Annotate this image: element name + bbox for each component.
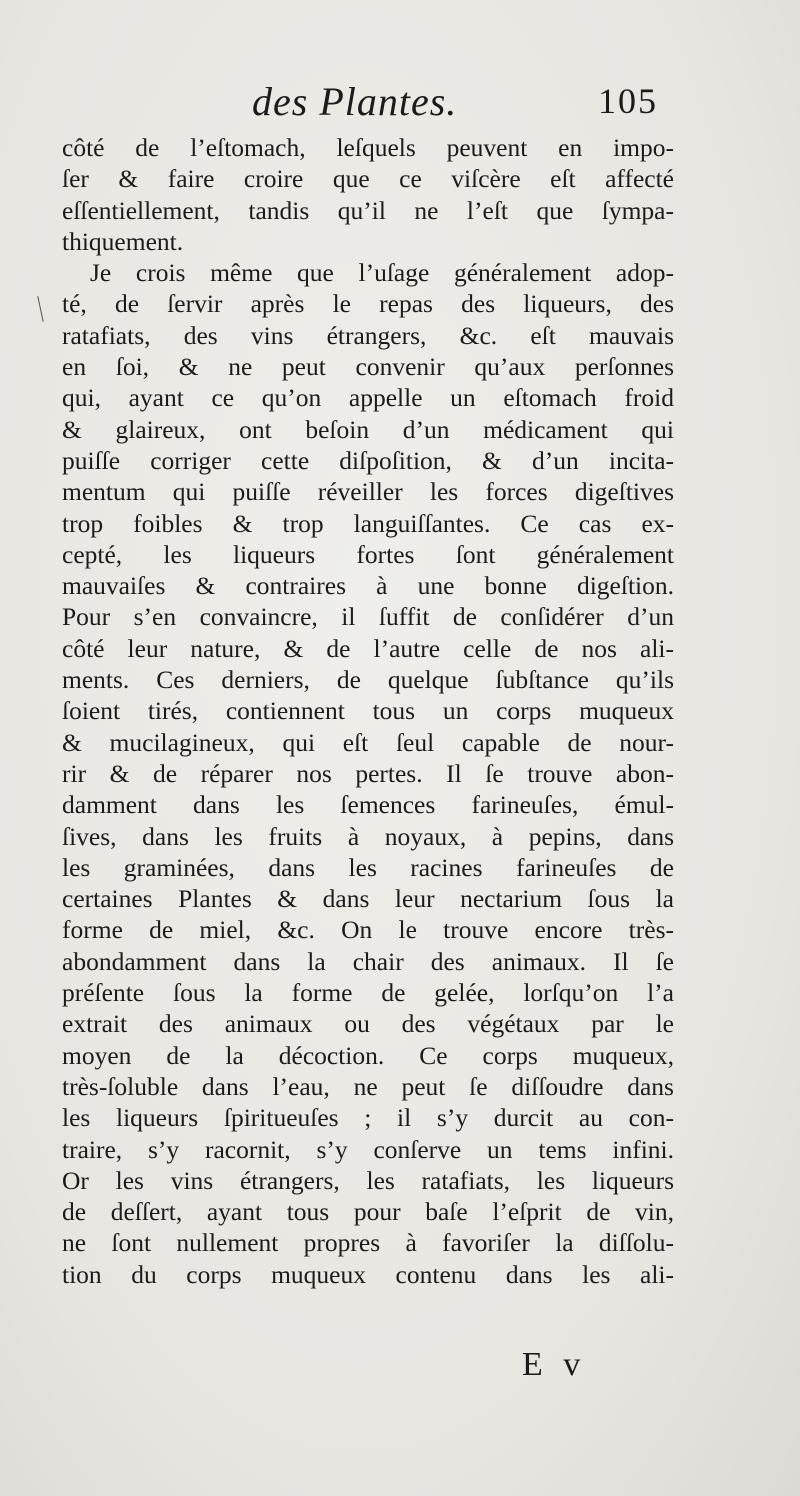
text-line: mauvaiſes & contraires à une bonne digeſtion. bbox=[62, 571, 674, 601]
text-line: ſer & faire croire que ce viſcère eſt affecté bbox=[62, 164, 674, 194]
text-line: cepté, les liqueurs fortes ſont généralement bbox=[62, 539, 674, 569]
text-line: traire, s’y racornit, s’y conſerve un tems infini. bbox=[62, 1134, 674, 1164]
text-line: ments. Ces derniers, de quelque ſubſtance qu’ils bbox=[62, 665, 674, 695]
margin-mark bbox=[37, 296, 43, 322]
text-line: Pour s’en convaincre, il ſuffit de conſidérer d’un bbox=[62, 602, 674, 632]
text-line: & mucilagineux, qui eſt ſeul capable de nour- bbox=[62, 727, 674, 757]
text-line: très-ſoluble dans l’eau, ne peut ſe diſſoudre dans bbox=[62, 1071, 674, 1101]
text-line: extrait des animaux ou des végétaux par le bbox=[62, 1009, 674, 1039]
text-line: Or les vins étrangers, les ratafiats, les liqueurs bbox=[62, 1165, 674, 1195]
text-line: ne ſont nullement propres à favoriſer la diſſolu- bbox=[62, 1228, 674, 1258]
text-line: abondamment dans la chair des animaux. Il ſe bbox=[62, 946, 674, 976]
text-line: les graminées, dans les racines farineuſes de bbox=[62, 852, 674, 882]
text-line: ratafiats, des vins étrangers, &c. eſt mauvais bbox=[62, 320, 674, 350]
text-line: moyen de la décoction. Ce corps muqueux, bbox=[62, 1040, 674, 1070]
text-line: té, de ſervir après le repas des liqueurs, des bbox=[62, 289, 674, 319]
text-line: eſſentiellement, tandis qu’il ne l’eſt que ſympa- bbox=[62, 195, 674, 225]
text-line: & glaireux, ont beſoin d’un médicament qui bbox=[62, 414, 674, 444]
text-line: thiquement. bbox=[62, 226, 184, 256]
running-title: des Plantes. bbox=[252, 79, 458, 124]
text-line: ſoient tirés, contiennent tous un corps muqueux bbox=[62, 696, 674, 726]
text-line: qui, ayant ce qu’on appelle un eſtomach froid bbox=[62, 383, 674, 413]
page-number: 105 bbox=[598, 81, 658, 121]
text-line: préſente ſous la forme de gelée, lorſqu’on l’a bbox=[62, 978, 674, 1008]
page-header bbox=[0, 78, 800, 128]
text-line: rir & de réparer nos pertes. Il ſe trouve abon- bbox=[62, 758, 674, 788]
text-line: de deſſert, ayant tous pour baſe l’eſprit de vin, bbox=[62, 1197, 674, 1227]
signature-mark: E v bbox=[522, 1346, 587, 1383]
text-line: les liqueurs ſpiritueuſes ; il s’y durcit au con- bbox=[62, 1103, 674, 1133]
text-line: mentum qui puiſſe réveiller les forces digeſtives bbox=[62, 477, 674, 507]
body-text bbox=[62, 132, 674, 1290]
text-line: côté leur nature, & de l’autre celle de nos ali- bbox=[62, 633, 674, 663]
text-line: tion du corps muqueux contenu dans les ali- bbox=[62, 1259, 674, 1289]
text-line: forme de miel, &c. On le trouve encore très- bbox=[62, 915, 674, 945]
text-line: puiſſe corriger cette diſpoſition, & d’un incita- bbox=[62, 445, 674, 475]
text-line: Je crois même que l’uſage généralement adop- bbox=[90, 258, 674, 288]
text-line: côté de l’eſtomach, leſquels peuvent en impo- bbox=[62, 133, 674, 162]
text-line: trop foibles & trop languiſſantes. Ce cas ex- bbox=[62, 508, 674, 538]
text-line: damment dans les ſemences farineuſes, émul- bbox=[62, 790, 674, 820]
text-line: en ſoi, & ne peut convenir qu’aux perſonnes bbox=[62, 352, 674, 382]
text-line: certaines Plantes & dans leur nectarium ſous la bbox=[62, 884, 674, 914]
text-line: ſives, dans les fruits à noyaux, à pepins, dans bbox=[62, 821, 674, 851]
